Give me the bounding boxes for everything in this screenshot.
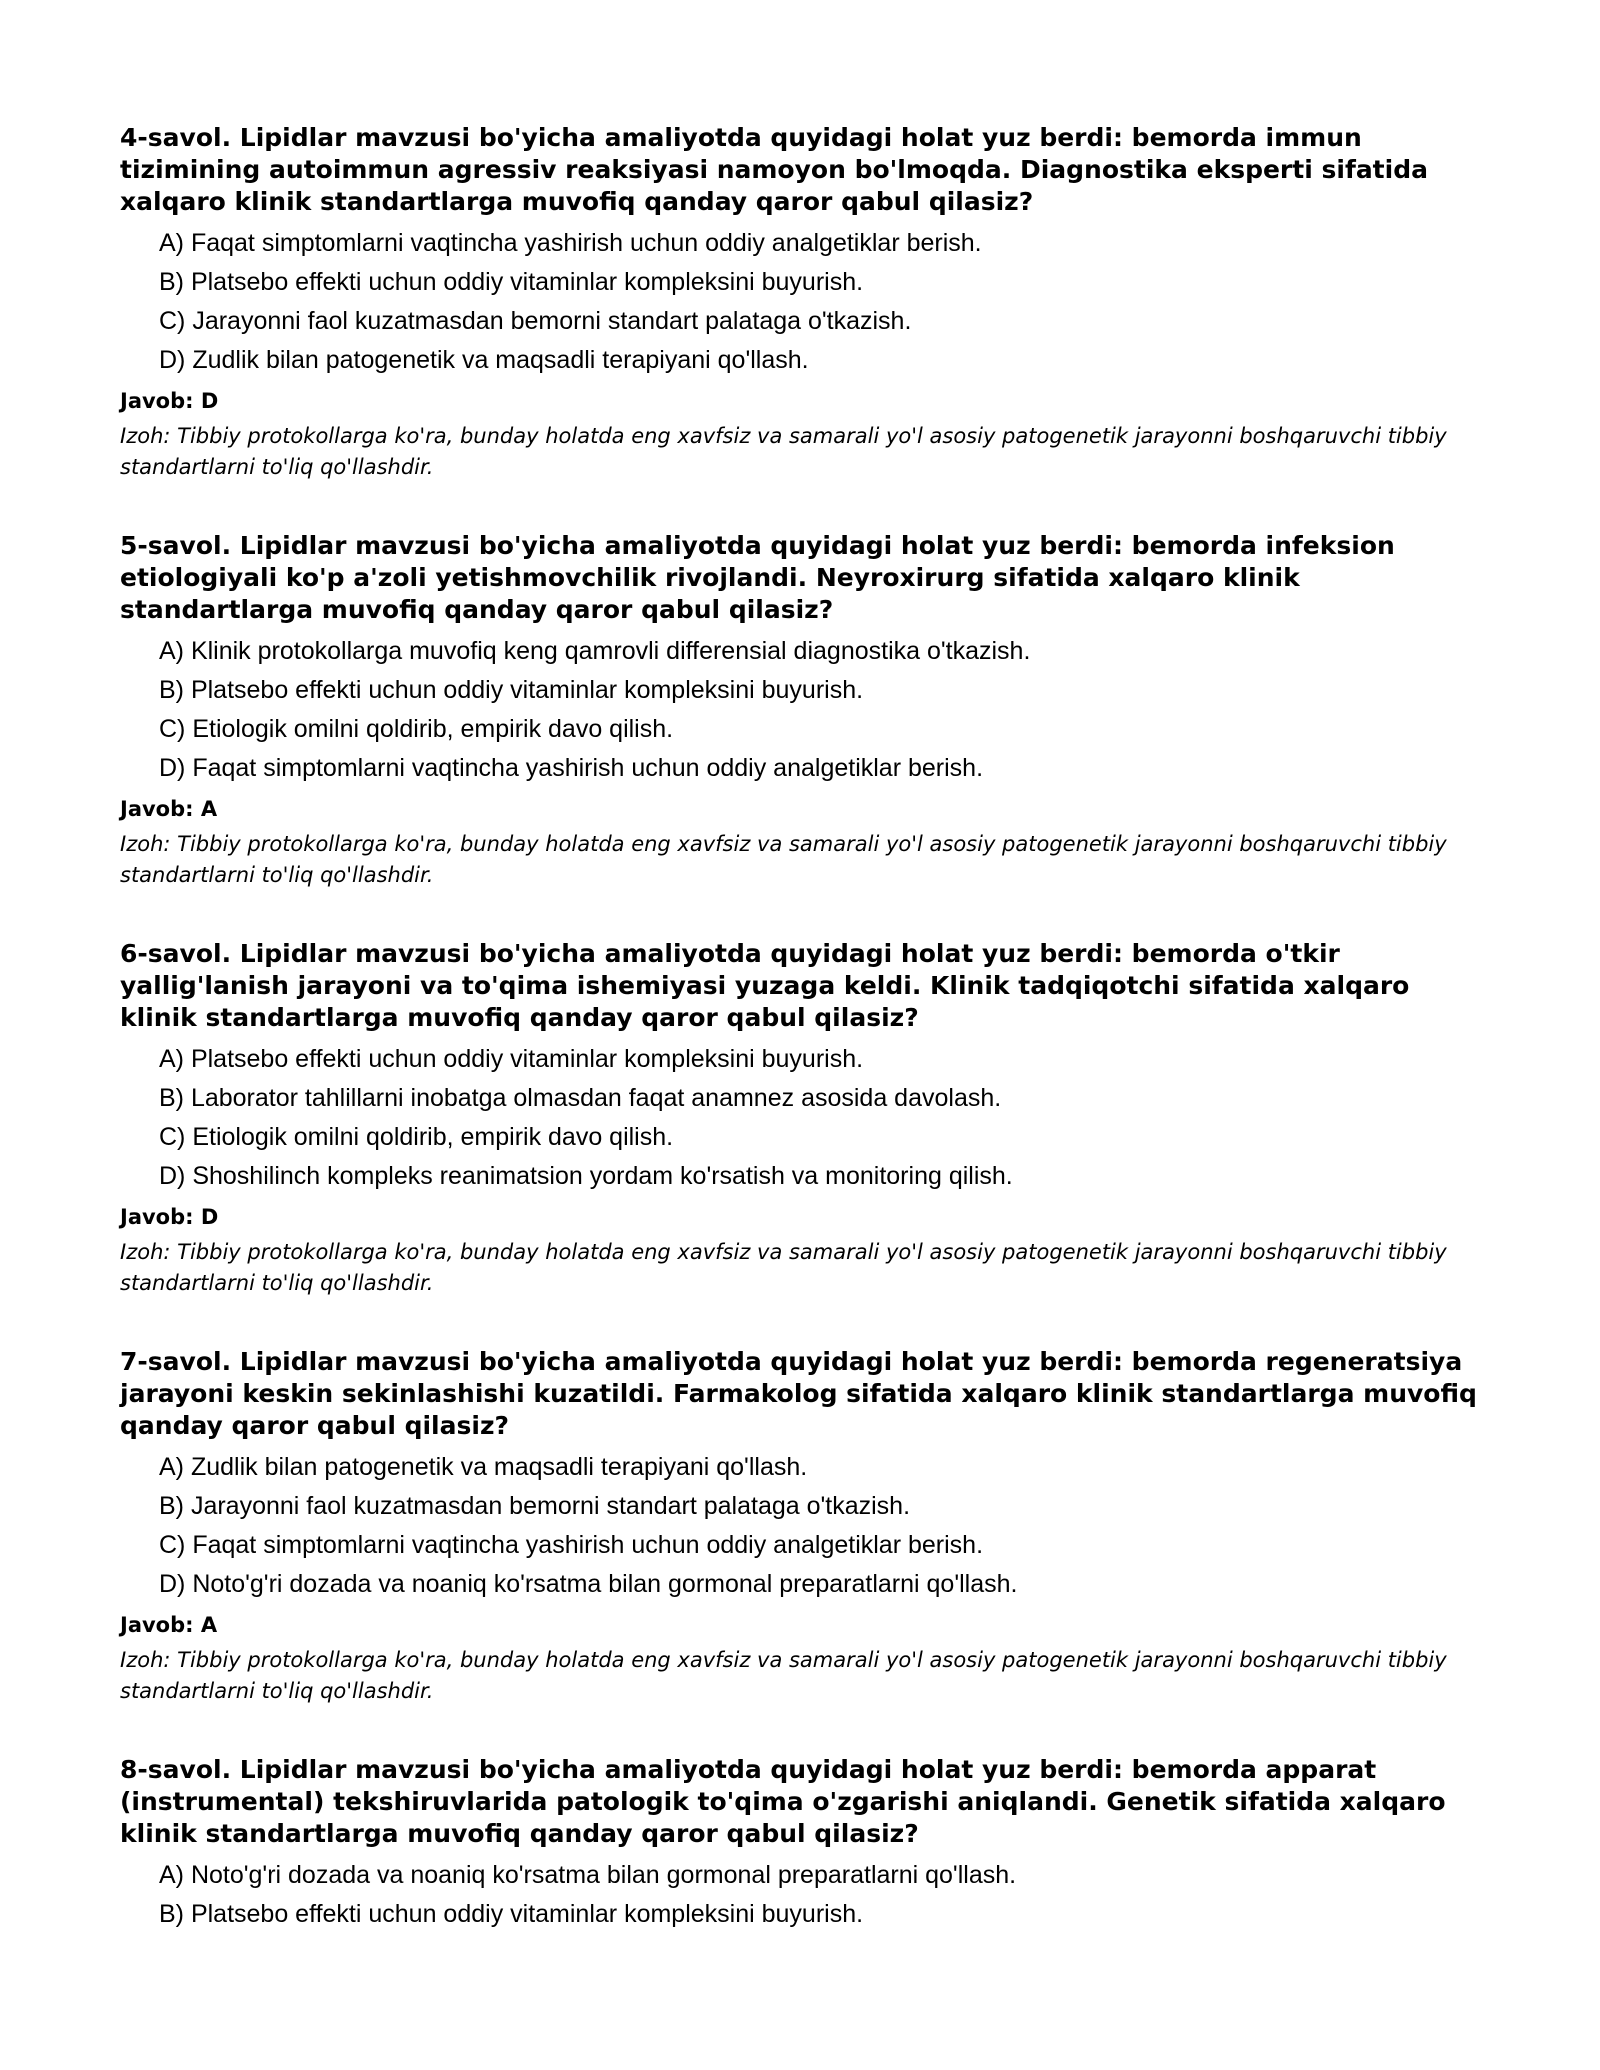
option-b: B) Platsebo effekti uchun oddiy vitaminlar kompleksini buyurish. [159, 268, 864, 296]
option-a: A) Platsebo effekti uchun oddiy vitaminlar kompleksini buyurish. [159, 1045, 864, 1073]
option-c: C) Faqat simptomlarni vaqtincha yashirish uchun oddiy analgetiklar berish. [159, 1531, 984, 1559]
option-b: B) Laborator tahlillarni inobatga olmasdan faqat anamnez asosida davolash. [159, 1084, 1002, 1112]
option-c: C) Etiologik omilni qoldirib, empirik davo qilish. [159, 1123, 674, 1151]
option-b: B) Platsebo effekti uchun oddiy vitaminlar kompleksini buyurish. [159, 676, 864, 704]
explanation-text: Izoh: Tibbiy protokollarga ko'ra, bunday holatda eng xavfsiz va samarali yo'l asosiy patogenetik jarayonni boshqaruvchi tibbiy standartlarni to'liq qo'llashdir. [120, 424, 1447, 479]
option-d: D) Faqat simptomlarni vaqtincha yashirish uchun oddiy analgetiklar berish. [159, 754, 984, 782]
option-a: A) Faqat simptomlarni vaqtincha yashirish uchun oddiy analgetiklar berish. [159, 229, 982, 257]
options-list [120, 224, 1480, 380]
question-text: 7-savol. Lipidlar mavzusi bo'yicha amaliyotda quyidagi holat yuz berdi: bemorda regeneratsiya jarayoni keskin sekinlashishi kuzatildi. Farmakolog sifatida xalqaro klinik standartlarga muvofiq qanday qaror qabul qilasiz? [120, 1347, 1477, 1440]
answer-label: Javob: A [120, 797, 218, 821]
option-d: D) Zudlik bilan patogenetik va maqsadli terapiyani qo'llash. [159, 346, 809, 374]
option-c: C) Jarayonni faol kuzatmasdan bemorni standart palataga o'tkazish. [159, 307, 912, 335]
answer-label: Javob: D [120, 389, 219, 413]
document-page [120, 122, 1480, 1981]
question-block [120, 530, 1480, 891]
option-a: A) Noto'g'ri dozada va noaniq ko'rsatma bilan gormonal preparatlarni qo'llash. [159, 1861, 1017, 1889]
explanation-text: Izoh: Tibbiy protokollarga ko'ra, bunday holatda eng xavfsiz va samarali yo'l asosiy patogenetik jarayonni boshqaruvchi tibbiy standartlarni to'liq qo'llashdir. [120, 832, 1447, 887]
explanation-text: Izoh: Tibbiy protokollarga ko'ra, bunday holatda eng xavfsiz va samarali yo'l asosiy patogenetik jarayonni boshqaruvchi tibbiy standartlarni to'liq qo'llashdir. [120, 1240, 1447, 1295]
explanation-text: Izoh: Tibbiy protokollarga ko'ra, bunday holatda eng xavfsiz va samarali yo'l asosiy patogenetik jarayonni boshqaruvchi tibbiy standartlarni to'liq qo'llashdir. [120, 1648, 1447, 1703]
question-block [120, 1346, 1480, 1707]
options-list [120, 632, 1480, 788]
option-a: A) Klinik protokollarga muvofiq keng qamrovli differensial diagnostika o'tkazish. [159, 637, 1031, 665]
option-d: D) Noto'g'ri dozada va noaniq ko'rsatma bilan gormonal preparatlarni qo'llash. [159, 1570, 1018, 1598]
option-d: D) Shoshilinch kompleks reanimatsion yordam ko'rsatish va monitoring qilish. [159, 1162, 1013, 1190]
options-list [120, 1856, 1480, 1934]
option-b: B) Jarayonni faol kuzatmasdan bemorni standart palataga o'tkazish. [159, 1492, 911, 1520]
answer-label: Javob: D [120, 1205, 219, 1229]
question-block [120, 938, 1480, 1299]
option-c: C) Etiologik omilni qoldirib, empirik davo qilish. [159, 715, 674, 743]
question-text: 8-savol. Lipidlar mavzusi bo'yicha amaliyotda quyidagi holat yuz berdi: bemorda apparat (instrumental) tekshiruvlarida patologik to'qima o'zgarishi aniqlandi. Genetik sifatida xalqaro klinik standartlarga muvofiq qanday qaror qabul qilasiz? [120, 1755, 1446, 1848]
options-list [120, 1040, 1480, 1196]
option-a: A) Zudlik bilan patogenetik va maqsadli terapiyani qo'llash. [159, 1453, 808, 1481]
question-block [120, 122, 1480, 483]
question-text: 5-savol. Lipidlar mavzusi bo'yicha amaliyotda quyidagi holat yuz berdi: bemorda infeksion etiologiyali ko'p a'zoli yetishmovchilik rivojlandi. Neyroxirurg sifatida xalqaro klinik standartlarga muvofiq qanday qaror qabul qilasiz? [120, 531, 1395, 624]
options-list [120, 1448, 1480, 1604]
answer-label: Javob: A [120, 1613, 218, 1637]
question-text: 6-savol. Lipidlar mavzusi bo'yicha amaliyotda quyidagi holat yuz berdi: bemorda o'tkir yallig'lanish jarayoni va to'qima ishemiyasi yuzaga keldi. Klinik tadqiqotchi sifatida xalqaro klinik standartlarga muvofiq qanday qaror qabul qilasiz? [120, 939, 1410, 1032]
question-text: 4-savol. Lipidlar mavzusi bo'yicha amaliyotda quyidagi holat yuz berdi: bemorda immun tizimining autoimmun agressiv reaksiyasi namoyon bo'lmoqda. Diagnostika eksperti sifatida xalqaro klinik standartlarga muvofiq qanday qaror qabul qilasiz? [120, 123, 1428, 216]
question-block [120, 1754, 1480, 1934]
option-b: B) Platsebo effekti uchun oddiy vitaminlar kompleksini buyurish. [159, 1900, 864, 1928]
